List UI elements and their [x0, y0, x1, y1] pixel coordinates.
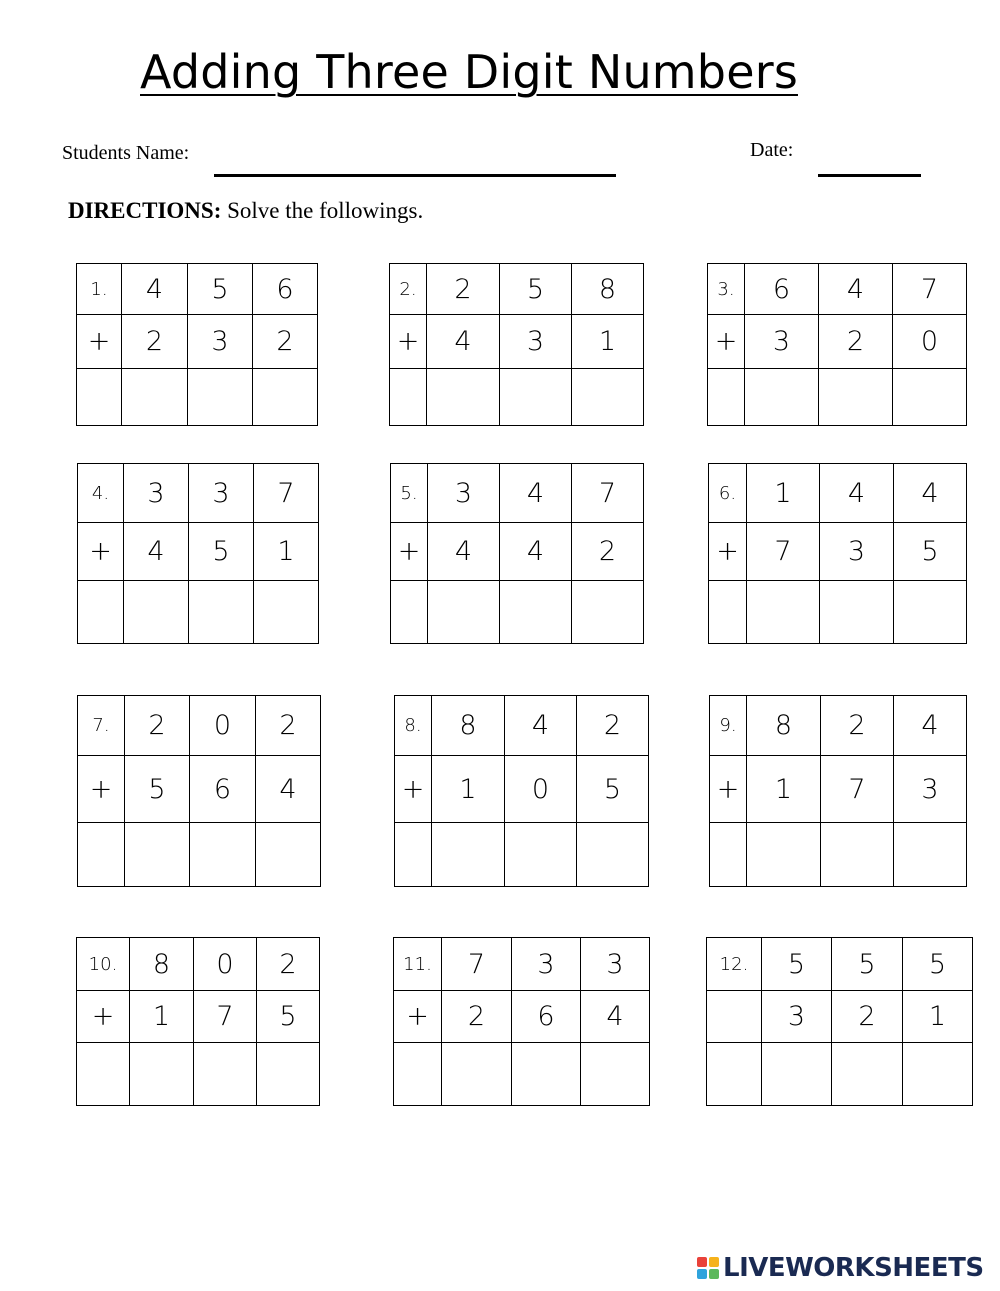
top-digit: 2 [256, 696, 321, 756]
problem-number: 2. [390, 264, 427, 315]
bottom-digit: 0 [893, 315, 967, 369]
answer-cell[interactable] [894, 581, 967, 644]
answer-spacer [78, 823, 125, 887]
bottom-digit: 1 [747, 756, 821, 823]
bottom-digit: 1 [254, 523, 319, 581]
problem-10 [76, 937, 320, 1106]
bottom-digit: 3 [188, 315, 253, 369]
top-digit: 4 [122, 264, 188, 315]
directions-label: DIRECTIONS: [68, 198, 222, 223]
plus-sign: + [391, 523, 428, 581]
top-digit: 5 [762, 938, 832, 991]
top-digit: 4 [500, 464, 572, 523]
top-digit: 4 [894, 696, 967, 756]
problem-4 [77, 463, 319, 644]
answer-cell[interactable] [500, 369, 572, 426]
bottom-digit: 4 [428, 523, 500, 581]
problem-number: 1. [77, 264, 122, 315]
answer-cell[interactable] [745, 369, 819, 426]
problem-number: 11. [394, 938, 442, 991]
logo-block [709, 1269, 719, 1279]
bottom-digit: 1 [432, 756, 505, 823]
answer-cell[interactable] [442, 1043, 512, 1106]
top-digit: 4 [505, 696, 577, 756]
problem-2 [389, 263, 644, 426]
answer-cell[interactable] [572, 581, 644, 644]
top-digit: 8 [747, 696, 821, 756]
bottom-digit: 4 [581, 991, 650, 1043]
bottom-digit: 5 [189, 523, 254, 581]
date-label: Date: [750, 139, 794, 161]
bottom-digit: 0 [505, 756, 577, 823]
bottom-digit: 2 [442, 991, 512, 1043]
problem-7 [77, 695, 321, 887]
bottom-digit: 5 [894, 523, 967, 581]
bottom-digit: 5 [257, 991, 320, 1043]
top-digit: 7 [893, 264, 967, 315]
bottom-digit: 4 [124, 523, 189, 581]
answer-cell[interactable] [124, 581, 189, 644]
answer-cell[interactable] [432, 823, 505, 887]
problem-number: 6. [709, 464, 747, 523]
top-digit: 5 [832, 938, 903, 991]
bottom-digit: 2 [122, 315, 188, 369]
answer-cell[interactable] [427, 369, 500, 426]
problem-number: 7. [78, 696, 125, 756]
problem-6 [708, 463, 967, 644]
student-name-label: Students Name: [62, 142, 190, 164]
problem-3 [707, 263, 967, 426]
answer-cell[interactable] [762, 1043, 832, 1106]
bottom-digit: 1 [572, 315, 644, 369]
answer-cell[interactable] [130, 1043, 194, 1106]
plus-sign [707, 991, 762, 1043]
answer-spacer [394, 1043, 442, 1106]
top-digit: 2 [821, 696, 894, 756]
top-digit: 5 [188, 264, 253, 315]
bottom-digit: 4 [500, 523, 572, 581]
top-digit: 0 [190, 696, 256, 756]
answer-cell[interactable] [893, 369, 967, 426]
answer-cell[interactable] [505, 823, 577, 887]
logo-block [709, 1257, 719, 1267]
top-digit: 3 [124, 464, 189, 523]
top-digit: 4 [819, 264, 893, 315]
top-digit: 0 [194, 938, 257, 991]
page-title: Adding Three Digit Numbers [140, 45, 798, 99]
top-digit: 2 [257, 938, 320, 991]
date-field[interactable] [818, 174, 921, 177]
top-digit: 7 [572, 464, 644, 523]
answer-cell[interactable] [125, 823, 190, 887]
answer-spacer [391, 581, 428, 644]
answer-spacer [709, 581, 747, 644]
plus-sign: + [394, 991, 442, 1043]
answer-cell[interactable] [253, 369, 318, 426]
bottom-digit: 2 [572, 523, 644, 581]
student-name-field[interactable] [214, 174, 616, 177]
problem-number: 8. [395, 696, 432, 756]
answer-cell[interactable] [428, 581, 500, 644]
answer-cell[interactable] [572, 369, 644, 426]
answer-cell[interactable] [122, 369, 188, 426]
answer-cell[interactable] [747, 823, 821, 887]
answer-cell[interactable] [190, 823, 256, 887]
answer-spacer [78, 581, 124, 644]
top-digit: 3 [512, 938, 581, 991]
problem-11 [393, 937, 650, 1106]
problem-12 [706, 937, 973, 1106]
bottom-digit: 3 [745, 315, 819, 369]
bottom-digit: 1 [130, 991, 194, 1043]
answer-cell[interactable] [903, 1043, 973, 1106]
bottom-digit: 7 [821, 756, 894, 823]
problem-number: 4. [78, 464, 124, 523]
answer-spacer [77, 369, 122, 426]
bottom-digit: 4 [427, 315, 500, 369]
answer-cell[interactable] [821, 823, 894, 887]
problem-number: 5. [391, 464, 428, 523]
answer-spacer [395, 823, 432, 887]
liveworksheets-logo-icon [697, 1257, 719, 1279]
bottom-digit: 3 [762, 991, 832, 1043]
answer-spacer [390, 369, 427, 426]
bottom-digit: 2 [253, 315, 318, 369]
liveworksheets-logo [697, 1253, 984, 1283]
answer-cell[interactable] [747, 581, 820, 644]
top-digit: 2 [427, 264, 500, 315]
bottom-digit: 1 [903, 991, 973, 1043]
problem-5 [390, 463, 644, 644]
top-digit: 8 [572, 264, 644, 315]
top-digit: 7 [442, 938, 512, 991]
logo-block [697, 1257, 707, 1267]
plus-sign: + [78, 523, 124, 581]
top-digit: 8 [432, 696, 505, 756]
answer-spacer [710, 823, 747, 887]
plus-sign: + [710, 756, 747, 823]
plus-sign: + [78, 756, 125, 823]
logo-block [697, 1269, 707, 1279]
bottom-digit: 5 [577, 756, 649, 823]
answer-cell[interactable] [512, 1043, 581, 1106]
plus-sign: + [708, 315, 745, 369]
top-digit: 5 [903, 938, 973, 991]
plus-sign: + [77, 991, 130, 1043]
bottom-digit: 7 [747, 523, 820, 581]
problem-1 [76, 263, 318, 426]
top-digit: 3 [581, 938, 650, 991]
top-digit: 4 [894, 464, 967, 523]
problem-8 [394, 695, 649, 887]
top-digit: 4 [820, 464, 894, 523]
top-digit: 6 [253, 264, 318, 315]
top-digit: 6 [745, 264, 819, 315]
answer-cell[interactable] [894, 823, 967, 887]
bottom-digit: 2 [819, 315, 893, 369]
answer-spacer [708, 369, 745, 426]
answer-cell[interactable] [256, 823, 321, 887]
top-digit: 5 [500, 264, 572, 315]
plus-sign: + [77, 315, 122, 369]
answer-cell[interactable] [194, 1043, 257, 1106]
bottom-digit: 6 [190, 756, 256, 823]
answer-cell[interactable] [254, 581, 319, 644]
answer-cell[interactable] [577, 823, 649, 887]
problem-9 [709, 695, 967, 887]
bottom-digit: 5 [125, 756, 190, 823]
problem-number: 12. [707, 938, 762, 991]
answer-cell[interactable] [257, 1043, 320, 1106]
bottom-digit: 7 [194, 991, 257, 1043]
answer-spacer [707, 1043, 762, 1106]
answer-cell[interactable] [581, 1043, 650, 1106]
plus-sign: + [390, 315, 427, 369]
top-digit: 2 [577, 696, 649, 756]
answer-cell[interactable] [832, 1043, 903, 1106]
plus-sign: + [709, 523, 747, 581]
bottom-digit: 2 [832, 991, 903, 1043]
bottom-digit: 4 [256, 756, 321, 823]
directions-text: Solve the followings. [221, 198, 424, 223]
logo-text: LIVEWORKSHEETS [723, 1253, 984, 1283]
bottom-digit: 6 [512, 991, 581, 1043]
bottom-digit: 3 [500, 315, 572, 369]
top-digit: 3 [189, 464, 254, 523]
problem-number: 3. [708, 264, 745, 315]
answer-spacer [77, 1043, 130, 1106]
answer-cell[interactable] [820, 581, 894, 644]
top-digit: 8 [130, 938, 194, 991]
plus-sign: + [395, 756, 432, 823]
problem-number: 10. [77, 938, 130, 991]
answer-cell[interactable] [819, 369, 893, 426]
bottom-digit: 3 [894, 756, 967, 823]
top-digit: 7 [254, 464, 319, 523]
answer-cell[interactable] [189, 581, 254, 644]
problem-number: 9. [710, 696, 747, 756]
bottom-digit: 3 [820, 523, 894, 581]
answer-cell[interactable] [500, 581, 572, 644]
top-digit: 1 [747, 464, 820, 523]
answer-cell[interactable] [188, 369, 253, 426]
top-digit: 3 [428, 464, 500, 523]
directions [68, 198, 423, 224]
top-digit: 2 [125, 696, 190, 756]
